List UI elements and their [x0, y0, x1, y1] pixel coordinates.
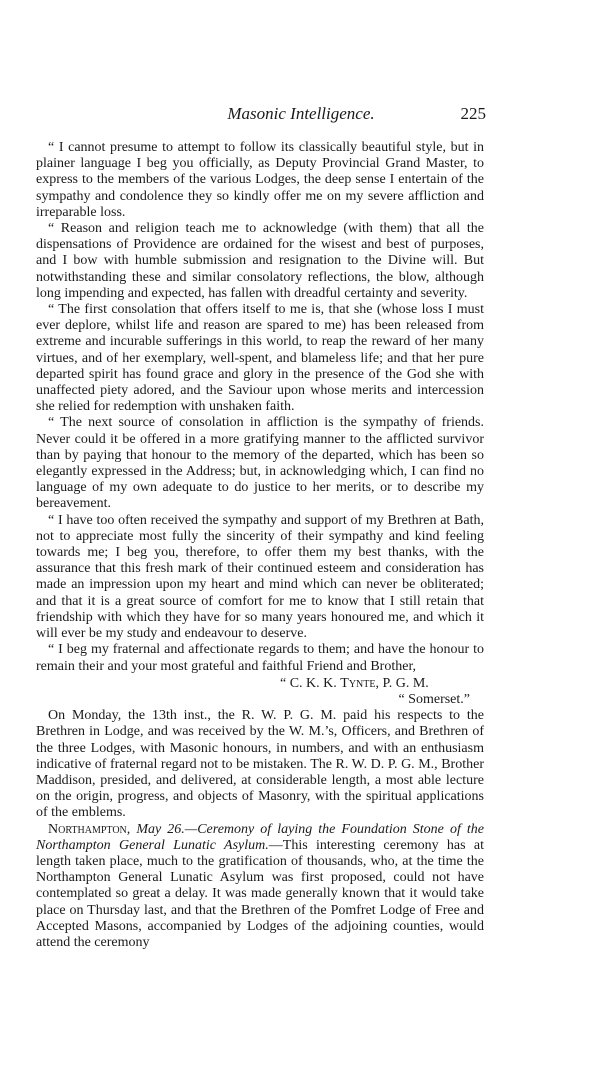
paragraph: “ I cannot presume to attempt to follow its classically beautiful style, but in plainer language I beg you officially, as Deputy Provincial Grand Master, to express to the members of the various Lodges, the deep sense I entertain of the sympathy and condolence they so kindly offer me on my severe affliction and irreparable loss.	[36, 140, 484, 220]
northampton-place: Northampton	[48, 821, 127, 837]
paragraph: “ I have too often received the sympathy and support of my Brethren at Bath, not to appreciate most fully the sincerity of their sympathy and kind feeling towards me; I beg you, therefore, to offer them my best thanks, with the assurance that this fresh mark of their continued esteem and consideration has made an impression upon my heart and mind which can never be obliterated; and that it is a great source of comfort for me to know that I still retain that friendship with which they have for so many years honoured me, and which it will ever be my study and endeavour to deserve.	[36, 512, 484, 642]
signature-place: “ Somerset.”	[398, 691, 470, 707]
signature-suffix: , P. G. M.	[375, 675, 429, 691]
signature-name	[36, 676, 484, 692]
northampton-title: —Ceremony of laying the Foundation Stone of the Northampton General Lunatic Asylum.	[36, 821, 484, 853]
paragraph: “ The first consolation that offers itself to me is, that she (whose loss I must ever deplore, whilst life and reason are spared to me) has been released from extreme and incurable sufferings in this world, to reap the reward of her many virtues, and of her exemplary, well-spent, and blameless life; and that her pure departed spirit has found grace and glory in the presence of the God she with unaffected piety adored, and the Saviour upon whose merits and intercession she relied for redemption with unshaken faith.	[36, 302, 484, 415]
paragraph: “ The next source of consolation in affliction is the sympathy of friends. Never could it be offered in a more gratifying manner to the afflicted survivor than by paying that honour to the memory of the departed, which has been so elegantly expressed in the Address; but, in acknowledging which, I can find no language of my own adequate to do justice to her merits, or to describe my bereavement.	[36, 415, 484, 512]
northampton-text: —This interesting ceremony has at length taken place, much to the gratification of thousands, who, at the time the Northampton General Lunatic Asylum was first proposed, could not have contemplated so great a delay. It was made generally known that it would take place on Thursday last, and that the Brethren of the Pomfret Lodge of Free and Accepted Masons, accompanied by Lodges of the adjoining counties, would attend the ceremony	[36, 837, 484, 950]
signature-surname: Tynte	[340, 675, 376, 691]
running-header	[0, 104, 602, 128]
northampton-paragraph	[36, 822, 484, 952]
article-body	[36, 140, 484, 951]
page-number: 225	[460, 104, 486, 123]
signature-prefix: “ C. K. K.	[280, 675, 341, 691]
paragraph: “ I beg my fraternal and affectionate regards to them; and have the honour to remain their and your most grateful and faithful Friend and Brother,	[36, 642, 484, 674]
monday-paragraph: On Monday, the 13th inst., the R. W. P. G. M. paid his respects to the Brethren in Lodge, and was received by the W. M.’s, Officers, and Brethren of the three Lodges, with Masonic honours, in numbers, and with an enthusiasm indicative of fraternal regard not to be mistaken. The R. W. D. P. G. M., Brother Maddison, presided, and delivered, at considerable length, a most able lecture on the origin, progress, and objects of Masonry, with the spiritual applications of the emblems.	[36, 708, 484, 821]
running-title: Masonic Intelligence.	[227, 104, 375, 123]
northampton-date: , May 26.	[126, 821, 185, 837]
paragraph: “ Reason and religion teach me to acknowledge (with them) that all the dispensations of Providence are ordained for the wisest and best of purposes, and I bow with humble submission and resignation to the Divine will. But notwithstanding these and similar consolatory reflections, the blow, although long impending and expected, has fallen with dreadful certainty and severity.	[36, 221, 484, 301]
